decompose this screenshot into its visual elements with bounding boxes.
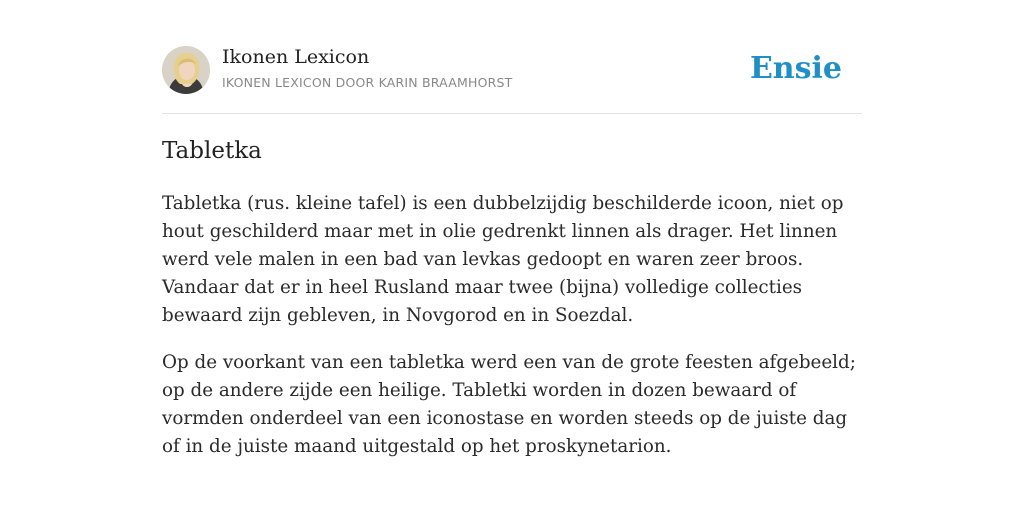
avatar-portrait-icon <box>162 46 210 94</box>
header-divider <box>162 113 862 114</box>
author-header <box>162 46 862 96</box>
article-body <box>162 190 862 480</box>
article-title: Tabletka <box>162 138 262 164</box>
article-paragraph: Op de voorkant van een tabletka werd een van de grote feesten afgebeeld; op de andere zijde een heilige. Tabletki worden in dozen bewaard of vormden onderdeel van een iconostase en worden steeds op de juiste dag of in de juiste maand uitgestald op het proskynetarion. <box>162 352 856 457</box>
author-avatar[interactable] <box>162 46 210 94</box>
author-subtitle: IKONEN LEXICON DOOR KARIN BRAAMHORST <box>222 75 513 90</box>
brand-logo[interactable]: Ensie <box>749 51 842 86</box>
author-name[interactable]: Ikonen Lexicon <box>222 46 370 68</box>
article-paragraph: Tabletka (rus. kleine tafel) is een dubbelzijdig beschilderde icoon, niet op hout geschilderd maar met in olie gedrenkt linnen als drager. Het linnen werd vele malen in een bad van levkas gedoopt en waren zeer broos. Vandaar dat er in heel Rusland maar twee (bijna) volledige collecties bewaard zijn gebleven, in Novgorod en in Soezdal. <box>162 193 844 326</box>
